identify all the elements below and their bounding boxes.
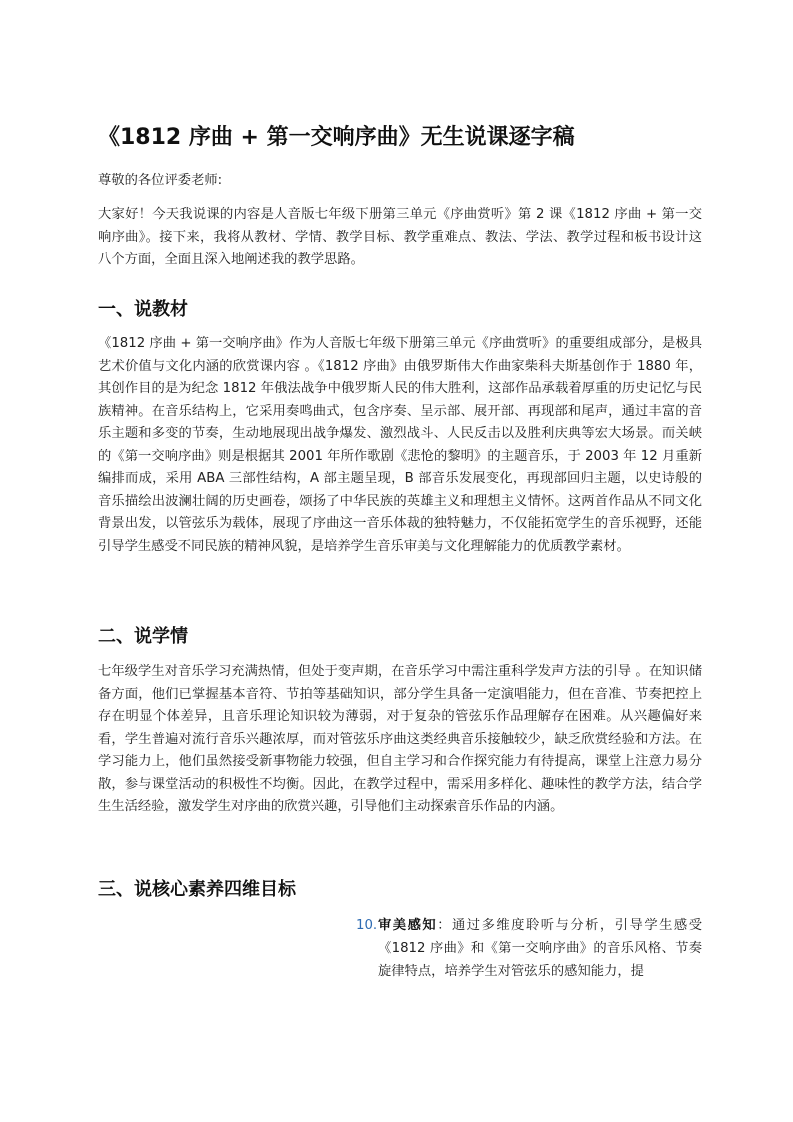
goal-list-item <box>356 914 702 983</box>
section-body-students: 七年级学生对音乐学习充满热情，但处于变声期，在音乐学习中需注重科学发声方法的引导 。在知识储备方面，他们已掌握基本音符、节拍等基础知识，部分学生具备一定演唱能力，但在音准、节奏把控上存在明显个体差异，且音乐理论知识较为薄弱，对于复杂的管弦乐作品理解存在困难。从兴趣偏好来看，学生普遍对流行音乐兴趣浓厚，而对管弦乐序曲这类经典音乐接触较少，缺乏欣赏经验和方法。在学习能力上，他们虽然接受新事物能力较强，但自主学习和合作探究能力有待提高，课堂上注意力易分散，参与课堂活动的积极性不均衡。因此，在教学过程中，需采用多样化、趣味性的教学方法，结合学生生活经验，激发学生对序曲的欣赏兴趣，引导他们主动探索音乐作品的内涵。 <box>98 664 702 814</box>
goal-description: ：通过多维度聆听与分析，引导学生感受《1812 序曲》和《第一交响序曲》的音乐风格、节奏旋律特点，培养学生对管弦乐的感知能力，提 <box>378 918 703 979</box>
section-heading-textbook: 一、说教材 <box>98 299 188 320</box>
goal-list-number: 10. <box>356 918 378 933</box>
section-body-textbook: 《1812 序曲 + 第一交响序曲》作为人音版七年级下册第三单元《序曲赏听》的重要组成部分，是极具艺术价值与文化内涵的欣赏课内容 。《1812 序曲》由俄罗斯伟大作曲家柴科夫斯基创作于 1880 年，其创作目的是为纪念 1812 年俄法战争中俄罗斯人民的伟大胜利，这部作品承载着厚重的历史记忆与民族精神。在音乐结构上，它采用奏鸣曲式，包含序奏、呈示部、展开部、再现部和尾声，通过丰富的音乐主题和多变的节奏，生动地展现出战争爆发、激烈战斗、人民反击以及胜利庆典等宏大场景。而关峡的《第一交响序曲》则是根据其 2001 年所作歌剧《悲怆的黎明》的主题音乐，于 2003 年 12 月重新编排而成，采用 ABA 三部性结构，A 部主题呈现，B 部音乐发展变化，再现部回归主题，以史诗般的音乐描绘出波澜壮阔的历史画卷，颂扬了中华民族的英雄主义和理想主义情怀。这两首作品从不同文化背景出发，以管弦乐为载体，展现了序曲这一音乐体裁的独特魅力，不仅能拓宽学生的音乐视野，还能引导学生感受不同民族的精神风貌，是培养学生音乐审美与文化理解能力的优质教学素材。 <box>98 336 702 554</box>
goal-list-text <box>356 914 702 983</box>
goal-lead-term: 审美感知 <box>378 918 438 933</box>
greeting-paragraph: 尊敬的各位评委老师: <box>98 173 223 188</box>
section-heading-students: 二、说学情 <box>98 626 188 647</box>
section-heading-goals: 三、说核心素养四维目标 <box>98 879 296 900</box>
document-title: 《1812 序曲 + 第一交响序曲》无生说课逐字稿 <box>98 125 575 150</box>
intro-paragraph: 大家好！今天我说课的内容是人音版七年级下册第三单元《序曲赏听》第 2 课《1812 序曲 + 第一交响序曲》。接下来，我将从教材、学情、教学目标、教学重难点、教法、学法、教学过程和板书设计这八个方面，全面且深入地阐述我的教学思路。 <box>98 207 702 267</box>
